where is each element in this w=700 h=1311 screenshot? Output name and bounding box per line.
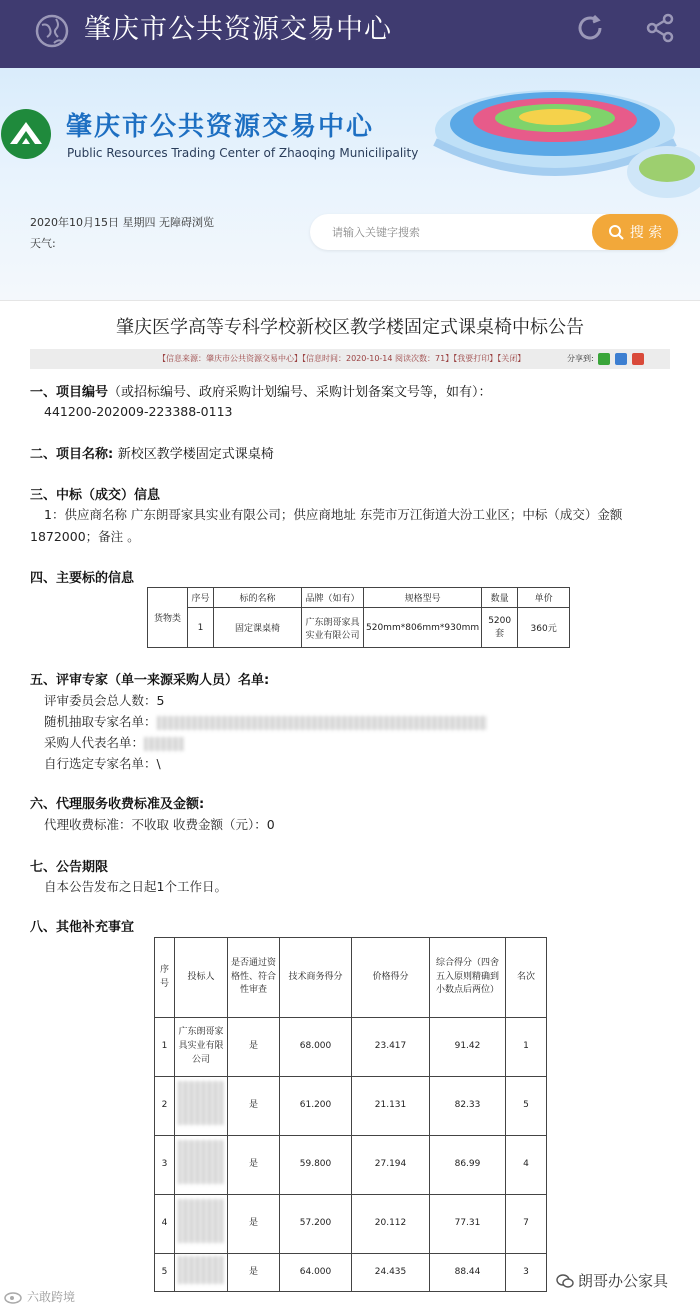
self-selected-experts: 自行选定专家名单：\ — [44, 756, 161, 771]
search-input[interactable]: 请输入关键字搜索 — [332, 226, 420, 239]
table-header: 投标人 — [175, 938, 228, 1018]
table-cell: 5200套 — [482, 608, 518, 648]
redacted-bidder — [178, 1140, 224, 1184]
table-header: 价格得分 — [352, 938, 430, 1018]
table-cell: 固定课桌椅 — [214, 608, 302, 648]
random-experts: 随机抽取专家名单： — [44, 712, 487, 730]
section-7-heading: 七、公告期限 — [30, 860, 109, 875]
award-line-1: 1：供应商名称 广东朗哥家具实业有限公司；供应商地址 东莞市万江街道大汾工业区；中标（成交）金额 — [44, 507, 623, 522]
section-3-heading: 三、中标（成交）信息 — [30, 488, 161, 503]
table-header: 是否通过资格性、符合性审查 — [228, 938, 280, 1018]
table-header: 序号 — [188, 588, 214, 608]
table-row: 4 是 57.200 20.112 77.31 7 — [155, 1195, 547, 1254]
section-2-heading: 二、项目名称: 新校区教学楼固定式课桌椅 — [30, 447, 274, 462]
table-row: 2 是 61.200 21.131 82.33 5 — [155, 1077, 547, 1136]
date-text: 2020年10月15日 星期四 无障碍浏览 — [30, 216, 214, 229]
table-header: 技术商务得分 — [280, 938, 352, 1018]
score-table — [154, 937, 547, 1292]
table-cell: 520mm*806mm*930mm — [364, 608, 482, 648]
watermark-right: 朗哥办公家具 — [552, 1268, 672, 1293]
table-cell: 360元 — [518, 608, 570, 648]
site-name-cn: 肇庆市公共资源交易中心 — [66, 112, 375, 142]
items-table — [147, 587, 570, 648]
table-header: 品牌（如有） — [302, 588, 364, 608]
table-header: 序号 — [155, 938, 175, 1018]
site-logo — [0, 108, 52, 160]
search-button-label: 搜 索 — [629, 225, 663, 241]
app-bar — [0, 0, 700, 68]
wechat-icon — [556, 1272, 574, 1290]
info-meta[interactable]: 【信息来源：肇庆市公共资源交易中心】【信息时间：2020-10-14 阅读次数：71】【我要打印】【关闭】 — [158, 354, 526, 363]
buyer-reps: 采购人代表名单： — [44, 733, 184, 751]
redacted-bidder — [178, 1199, 224, 1243]
agency-fee: 代理收费标准：不收取 收费金额（元）：0 — [44, 817, 275, 832]
table-row: 3 是 59.800 27.194 86.99 4 — [155, 1136, 547, 1195]
award-line-2: 1872000；备注 。 — [30, 529, 140, 544]
weather-text: 天气: — [30, 237, 56, 250]
table-header: 名次 — [506, 938, 547, 1018]
section-5-heading: 五、评审专家（单一来源采购人员）名单: — [30, 673, 270, 688]
page-title: 肇庆医学高等专科学校新校区教学楼固定式课桌椅中标公告 — [116, 317, 584, 338]
globe-icon[interactable] — [34, 13, 70, 49]
redacted-names — [157, 716, 487, 730]
section-8-heading: 八、其他补充事宜 — [30, 920, 135, 935]
weibo-icon — [4, 1290, 24, 1304]
site-name-en: Public Resources Trading Center of Zhaoqing Municilipality — [67, 146, 419, 160]
qzone-share-icon[interactable] — [615, 353, 627, 365]
redacted-bidder — [178, 1081, 224, 1125]
share-label: 分享到: — [567, 354, 594, 363]
refresh-icon[interactable] — [572, 10, 608, 46]
site-banner — [0, 68, 700, 300]
table-row: 1 广东朗哥家具实业有限公司 是 68.000 23.417 91.42 1 — [155, 1018, 547, 1077]
redacted-names — [144, 737, 184, 751]
section-1-heading: 一、项目编号（或招标编号、政府采购计划编号、采购计划备案文号等，如有）： — [30, 385, 492, 400]
share-icon[interactable] — [642, 10, 678, 46]
table-header: 规格型号 — [364, 588, 482, 608]
search-button[interactable] — [592, 214, 678, 250]
table-row: 5 是 64.000 24.435 88.44 3 — [155, 1254, 547, 1292]
search-icon — [608, 224, 624, 240]
weibo-share-icon[interactable] — [632, 353, 644, 365]
stadium-illustration — [405, 72, 700, 212]
table-cell: 1 — [188, 608, 214, 648]
search-bar[interactable] — [310, 214, 678, 250]
announcement-document — [0, 300, 700, 1311]
app-title: 肇庆市公共资源交易中心 — [84, 14, 392, 45]
table-header: 数量 — [482, 588, 518, 608]
table-header: 单价 — [518, 588, 570, 608]
notice-period: 自本公告发布之日起1个工作日。 — [44, 879, 227, 894]
table-header: 综合得分（四舍五入原则精确到小数点后两位） — [430, 938, 506, 1018]
info-bar — [30, 349, 670, 369]
row-label: 货物类 — [148, 588, 188, 648]
watermark-left: 六敢跨境 — [4, 1288, 75, 1305]
table-cell: 广东朗哥家具实业有限公司 — [302, 608, 364, 648]
wechat-share-icon[interactable] — [598, 353, 610, 365]
committee-total: 评审委员会总人数：5 — [44, 693, 165, 708]
redacted-bidder — [178, 1256, 224, 1284]
project-number: 441200-202009-223388-0113 — [44, 404, 233, 419]
section-6-heading: 六、代理服务收费标准及金额: — [30, 797, 205, 812]
table-header: 标的名称 — [214, 588, 302, 608]
section-4-heading: 四、主要标的信息 — [30, 571, 135, 586]
